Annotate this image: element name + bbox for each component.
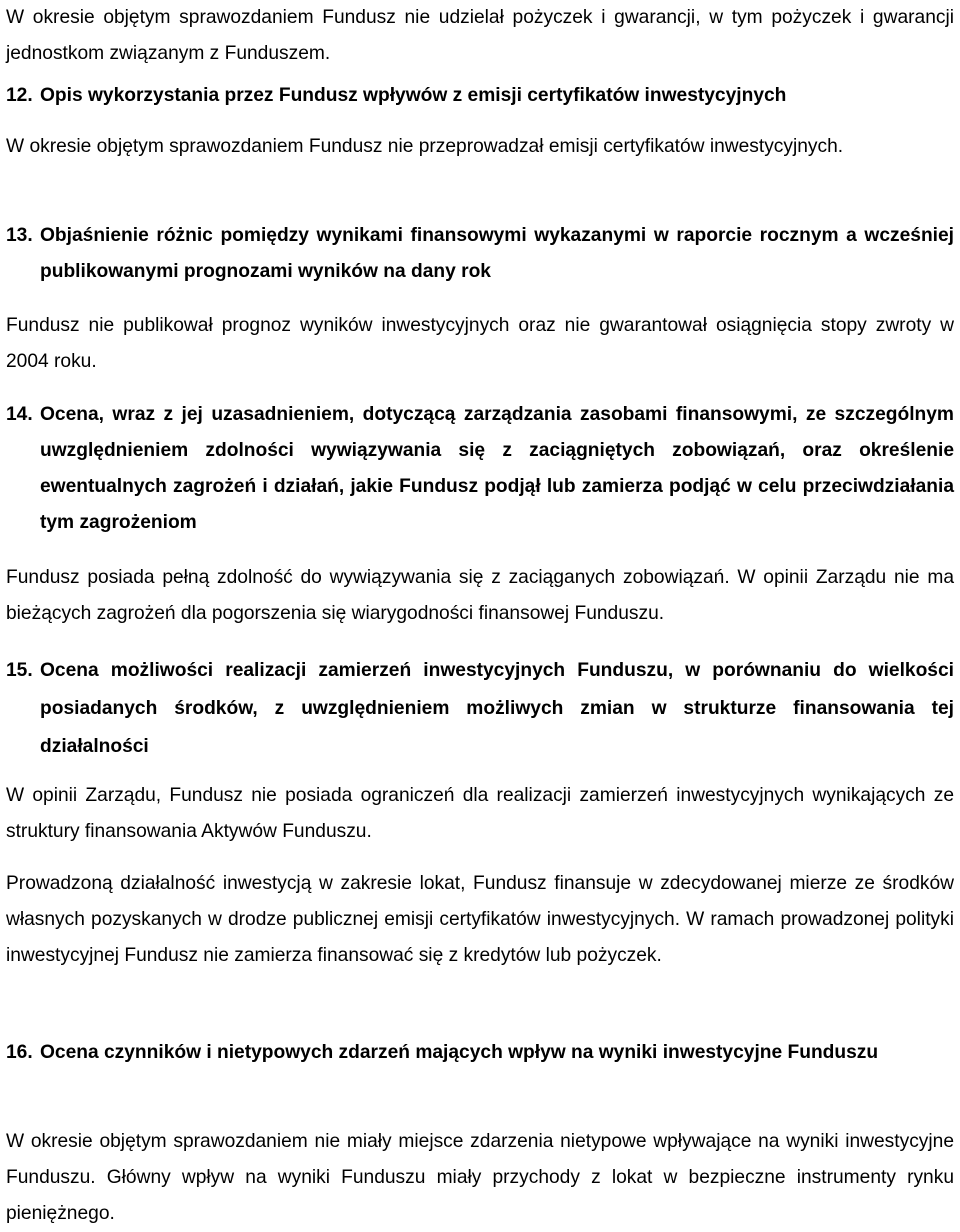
paragraph-section-13: Fundusz nie publikował prognoz wyników inwestycyjnych oraz nie gwarantował osiągnięcia stopy zwroty w 2004 roku. [6,315,954,372]
heading-text: Opis wykorzystania przez Fundusz wpływów z emisji certyfikatów inwestycyjnych [40,85,787,106]
section-number: 16. [6,1042,33,1063]
heading-section-15 [6,652,954,766]
heading-text: Ocena czynników i nietypowych zdarzeń mających wpływ na wyniki inwestycyjne Funduszu [40,1042,879,1063]
section-number: 15. [6,660,33,681]
heading-text: Ocena, wraz z jej uzasadnieniem, dotyczącą zarządzania zasobami finansowymi, ze szczególnym uwzględnieniem zdolności wywiązywania się z zaciągniętych zobowiązań, oraz określenie ewentualnych zagrożeń i działań, jakie Fundusz podjął lub zamierza podjąć w celu przeciwdziałania tym zagrożeniom [40,404,954,533]
section-number: 13. [6,225,33,246]
heading-section-14 [6,397,954,541]
paragraph-loans: W okresie objętym sprawozdaniem Fundusz nie udzielał pożyczek i gwarancji, w tym pożyczek i gwarancji jednostkom związanym z Funduszem. [6,7,954,64]
heading-section-16 [6,1035,954,1071]
section-number: 14. [6,404,33,425]
section-number: 12. [6,85,33,106]
heading-text: Ocena możliwości realizacji zamierzeń inwestycyjnych Funduszu, w porównaniu do wielkości posiadanych środków, z uwzględnieniem możliwych zmian w strukturze finansowania tej działalności [40,660,954,757]
heading-section-13 [6,218,954,290]
paragraph-section-14: Fundusz posiada pełną zdolność do wywiązywania się z zaciąganych zobowiązań. W opinii Zarządu nie ma bieżących zagrożeń dla pogorszenia się wiarygodności finansowej Funduszu. [6,567,954,624]
paragraph-section-15a: W opinii Zarządu, Fundusz nie posiada ograniczeń dla realizacji zamierzeń inwestycyjnych wynikających ze struktury finansowania Aktywów Funduszu. [6,785,954,842]
heading-section-12 [6,78,954,114]
paragraph-section-16: W okresie objętym sprawozdaniem nie miały miejsce zdarzenia nietypowe wpływające na wyniki inwestycyjne Funduszu. Główny wpływ na wyniki Funduszu miały przychody z lokat w bezpieczne instrumenty rynku pieniężnego. [6,1131,954,1224]
heading-text: Objaśnienie różnic pomiędzy wynikami finansowymi wykazanymi w raporcie rocznym a wcześniej publikowanymi prognozami wyników na dany rok [40,225,954,282]
paragraph-section-15b: Prowadzoną działalność inwestycją w zakresie lokat, Fundusz finansuje w zdecydowanej mierze ze środków własnych pozyskanych w drodze publicznej emisji certyfikatów inwestycyjnych. W ramach prowadzonej polityki inwestycyjnej Fundusz nie zamierza finansować się z kredytów lub pożyczek. [6,873,954,966]
paragraph-section-12: W okresie objętym sprawozdaniem Fundusz nie przeprowadzał emisji certyfikatów inwestycyjnych. [6,136,844,157]
